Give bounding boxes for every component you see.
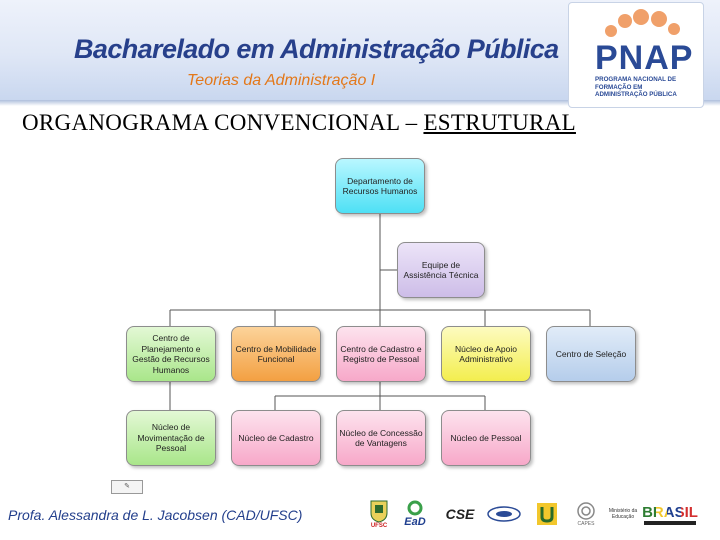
course-title: Bacharelado em Administração Pública [74, 34, 559, 64]
brasil-logo: BRASIL [642, 496, 698, 532]
brasil-underbar [644, 521, 696, 525]
org-node-departamento-rh: Departamento de Recursos Humanos [335, 158, 425, 214]
footer-logos [360, 496, 716, 532]
org-node-centro-cadastro: Centro de Cadastro e Registro de Pessoal [336, 326, 426, 382]
capes-oval-logo [484, 496, 524, 532]
capes-swirl-icon [575, 501, 597, 521]
org-node-centro-selecao: Centro de Seleção [546, 326, 636, 382]
embedded-object-icon: ✎ [111, 480, 143, 494]
org-node-nucleo-pessoal: Núcleo de Pessoal [441, 410, 531, 466]
ufsc-logo: UFSC [366, 496, 392, 532]
org-node-nucleo-apoio: Núcleo de Apoio Administrativo [441, 326, 531, 382]
oval-emblem-icon [486, 505, 522, 523]
uab-logo [532, 496, 562, 532]
uab-emblem-icon [535, 501, 559, 527]
capes-logo: CAPES [566, 496, 606, 532]
org-node-equipe-assistencia: Equipe de Assistência Técnica [397, 242, 485, 298]
ufsc-shield-icon [369, 499, 389, 523]
pnap-wordmark: PNAP [595, 39, 694, 77]
cse-logo: CSE [445, 506, 475, 522]
footer-author: Profa. Alessandra de L. Jacobsen (CAD/UFSC) [8, 507, 303, 523]
org-node-nucleo-movimentacao: Núcleo de Movimentação de Pessoal [126, 410, 216, 466]
ead-logo: EaD [398, 496, 432, 532]
mec-logo: Ministério da Educação [608, 508, 638, 520]
pnap-tagline: PROGRAMA NACIONAL DE FORMAÇÃO EM ADMINISTRAÇÃO PÚBLICA [595, 76, 677, 98]
course-subtitle: Teorias da Administração I [187, 72, 376, 89]
slide-title-underlined: ESTRUTURAL [423, 110, 576, 135]
org-node-nucleo-cadastro: Núcleo de Cadastro [231, 410, 321, 466]
ead-swirl-icon [405, 500, 425, 516]
slide-title-main: ORGANOGRAMA CONVENCIONAL – [22, 110, 424, 135]
org-node-nucleo-concessao: Núcleo de Concessão de Vantagens [336, 410, 426, 466]
org-node-centro-mobilidade: Centro de Mobilidade Funcional [231, 326, 321, 382]
org-node-centro-planejamento: Centro de Planejamento e Gestão de Recursos Humanos [126, 326, 216, 382]
